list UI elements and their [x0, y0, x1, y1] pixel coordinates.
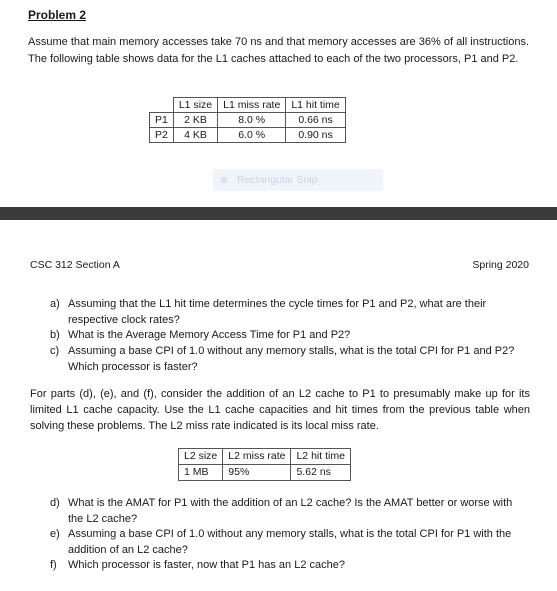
snip-label: Rectangular Snip [237, 174, 318, 186]
table-header-cell: L1 miss rate [218, 98, 286, 113]
table-header-cell: L2 hit time [291, 449, 350, 465]
page-divider [0, 207, 557, 220]
list-item [50, 558, 530, 574]
list-marker: e) [50, 528, 60, 540]
l1-cache-table [149, 97, 346, 143]
list-item-text: What is the Average Memory Access Time for P1 and P2? [68, 329, 351, 341]
list-item [50, 527, 530, 558]
l2-paragraph: For parts (d), (e), and (f), consider the addition of an L2 cache to P1 to presumably make up for its limited L1 cache capacity. Use the L1 cache capacities and hit times from the previous table when solving these problems. The L2 miss rate indicated is its local miss rate. [30, 388, 530, 432]
list-marker: c) [50, 345, 60, 357]
table-cell: P2 [150, 128, 174, 143]
list-item-text: What is the AMAT for P1 with the addition of an L2 cache? Is the AMAT better or worse with the L2 cache? [68, 497, 513, 525]
table-cell: 5.62 ns [291, 465, 350, 481]
list-item-text: Assuming a base CPI of 1.0 without any memory stalls, what is the total CPI for P1 with the addition of an L2 cache? [68, 528, 512, 556]
table-row [179, 465, 351, 481]
snip-icon [221, 177, 227, 183]
list-marker: b) [50, 329, 60, 341]
table-cell: 8.0 % [218, 113, 286, 128]
l2-cache-table [178, 448, 351, 481]
list-item-text: Assuming that the L1 hit time determines the cycle times for P1 and P2, what are their respective clock rates? [68, 298, 487, 326]
list-item [50, 344, 530, 375]
table-cell: 95% [223, 465, 291, 481]
list-item [50, 328, 530, 344]
list-marker: f) [50, 559, 57, 571]
table-cell: 0.66 ns [286, 113, 345, 128]
table-header-cell: L1 size [173, 98, 217, 113]
table-cell: 1 MB [179, 465, 223, 481]
list-item [50, 297, 530, 328]
rectangular-snip-overlay[interactable] [213, 169, 383, 191]
term-label: Spring 2020 [472, 259, 529, 271]
table-cell: 6.0 % [218, 128, 286, 143]
table-header-row [179, 449, 351, 465]
table-corner-cell [150, 98, 174, 113]
intro-paragraph: Assume that main memory accesses take 70 ns and that memory accesses are 36% of all instructions. The following table shows data for the L1 caches attached to each of the two processors, P1 and P2. [28, 36, 529, 65]
list-marker: a) [50, 298, 60, 310]
table-header-cell: L1 hit time [286, 98, 345, 113]
table-header-cell: L2 size [179, 449, 223, 465]
table-cell: 2 KB [173, 113, 217, 128]
list-item-text: Which processor is faster, now that P1 has an L2 cache? [68, 559, 345, 571]
table-row [150, 113, 346, 128]
course-label: CSC 312 Section A [30, 259, 120, 271]
table-cell: 4 KB [173, 128, 217, 143]
table-cell: 0.90 ns [286, 128, 345, 143]
table-row [150, 128, 346, 143]
list-item [50, 496, 530, 527]
table-cell: P1 [150, 113, 174, 128]
table-header-row [150, 98, 346, 113]
list-marker: d) [50, 497, 60, 509]
table-header-cell: L2 miss rate [223, 449, 291, 465]
problem-title: Problem 2 [28, 8, 87, 22]
list-item-text: Assuming a base CPI of 1.0 without any memory stalls, what is the total CPI for P1 and P2? Which processor is faster? [68, 345, 515, 373]
